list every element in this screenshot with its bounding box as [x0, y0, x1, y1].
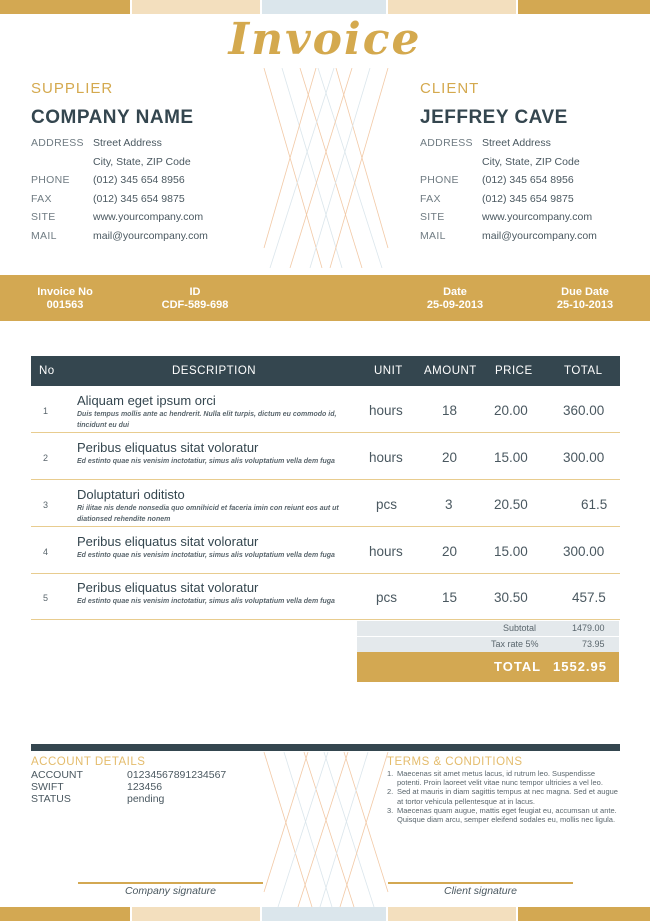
client-fax-row: [420, 190, 597, 209]
tax-label: Tax rate 5%: [491, 639, 539, 649]
client-info: [420, 134, 597, 245]
info-value: City, State, ZIP Code: [482, 155, 580, 168]
table-row: [31, 528, 620, 574]
invoice-number-label: Invoice No: [37, 286, 93, 298]
item-amount: 20: [442, 450, 458, 465]
supplier-city-row: [31, 153, 208, 172]
invoice-number: 001563: [46, 299, 84, 311]
terms-list: [387, 769, 621, 824]
due-date-block: [545, 286, 625, 312]
info-value: (012) 345 654 9875: [482, 192, 574, 205]
account-value: 123456: [127, 781, 163, 793]
table-row: [31, 481, 620, 527]
item-total: 61.5: [581, 497, 608, 512]
client-heading: CLIENT: [420, 80, 480, 97]
info-key: FAX: [420, 192, 441, 205]
client-phone-row: [420, 171, 597, 190]
client-signature-line: [388, 882, 573, 884]
info-key: MAIL: [420, 229, 446, 242]
item-description: Ed estinto quae nis venisim inctotatiur, simus alis voluptatium vella dem fuga: [77, 598, 335, 605]
item-price: 20.00: [494, 403, 528, 418]
client-name: JEFFREY CAVE: [420, 107, 568, 128]
info-value: Street Address: [482, 137, 551, 150]
item-title: Peribus eliquatus sitat voloratur: [77, 534, 259, 549]
client-site-row: [420, 208, 597, 227]
items-table-header: [31, 356, 620, 386]
total-value: 1552.95: [553, 659, 607, 674]
terms-item: [387, 769, 621, 787]
total-label: TOTAL: [494, 659, 542, 674]
row-number: 2: [43, 453, 49, 463]
info-key: PHONE: [420, 174, 459, 187]
tax-value: 73.95: [582, 639, 605, 649]
info-key: SITE: [420, 211, 445, 224]
info-key: SITE: [31, 211, 56, 224]
item-title: Aliquam eget ipsum orci: [77, 393, 216, 408]
info-value: (012) 345 654 8956: [482, 174, 574, 187]
supplier-site-row: [31, 208, 208, 227]
invoice-id-label: ID: [189, 286, 201, 298]
column-header-price: PRICE: [495, 365, 533, 377]
item-price: 30.50: [494, 590, 528, 605]
item-description: Ri ilitae nis dende nonsedia quo omnihicid et faceria imin con reiunt eos aut ut diationsed rehendite nonem: [77, 505, 339, 523]
account-heading: ACCOUNT DETAILS: [31, 756, 146, 768]
supplier-info: [31, 134, 208, 245]
client-address-row: [420, 134, 597, 153]
tax-row: [357, 637, 619, 652]
item-amount: 15: [442, 590, 458, 605]
item-unit: pcs: [376, 590, 398, 605]
row-number: 5: [43, 593, 49, 603]
client-mail-row: [420, 227, 597, 246]
terms-number: 3.: [387, 805, 394, 815]
crosshatch-decoration-bottom: [262, 752, 390, 907]
item-amount: 3: [445, 497, 453, 512]
account-value: pending: [127, 793, 165, 805]
item-title: Doluptaturi oditisto: [77, 487, 185, 502]
top-stripe: [0, 0, 650, 14]
supplier-heading: SUPPLIER: [31, 80, 114, 97]
row-number: 3: [43, 500, 49, 510]
column-header-amount: AMOUNT: [424, 365, 477, 377]
invoice-number-block: [30, 286, 100, 312]
item-description: Ed estinto quae nis venisim inctotatiur, simus alis voluptatium vella dem fuga: [77, 552, 335, 559]
account-value: 01234567891234567: [127, 769, 227, 781]
grand-total-box: [357, 652, 619, 682]
subtotal-value: 1479.00: [572, 623, 605, 633]
item-description: Ed estinto quae nis venisim inctotatiur, simus alis voluptatium vella dem fuga: [77, 458, 335, 465]
info-value: www.yourcompany.com: [482, 211, 593, 224]
item-unit: hours: [369, 450, 403, 465]
invoice-date: 25-09-2013: [426, 299, 484, 311]
account-key: ACCOUNT: [31, 769, 83, 781]
supplier-name: COMPANY NAME: [31, 107, 194, 128]
item-unit: hours: [369, 544, 403, 559]
account-key: STATUS: [31, 793, 71, 805]
table-row: [31, 574, 620, 620]
invoice-date-block: [415, 286, 495, 312]
account-details: [31, 769, 226, 805]
footer-divider: [31, 744, 620, 751]
row-number: 4: [43, 547, 49, 557]
account-row: [31, 769, 226, 781]
company-signature-line: [78, 882, 263, 884]
terms-number: 1.: [387, 769, 394, 778]
terms-text: Maecenas quam augue, mattis eget feugiat eu, accumsan ut ante. Quisque diam arcu, semper eleifend sodales eu, mollis nec ligula.: [397, 805, 617, 825]
due-date-label: Due Date: [561, 286, 609, 298]
item-total: 360.00: [563, 403, 605, 418]
info-value: (012) 345 654 9875: [93, 192, 185, 205]
terms-text: Maecenas sit amet metus lacus, id rutrum leo. Suspendisse potenti. Proin laoreet velit vitae nunc tempor ultricies a vel leo.: [397, 769, 603, 788]
terms-heading: TERMS & CONDITIONS: [387, 756, 523, 768]
company-signature-label: Company signature: [124, 885, 217, 897]
terms-item: [387, 806, 621, 824]
item-total: 457.5: [572, 590, 606, 605]
info-value: (012) 345 654 8956: [93, 174, 185, 187]
item-unit: hours: [369, 403, 403, 418]
item-price: 20.50: [494, 497, 528, 512]
item-total: 300.00: [563, 450, 605, 465]
table-row: [31, 387, 620, 433]
info-value: mail@yourcompany.com: [93, 229, 208, 242]
invoice-title: Invoice: [228, 14, 422, 65]
invoice-meta-band: [0, 275, 650, 321]
account-key: SWIFT: [31, 781, 64, 793]
item-description: Duis tempus mollis ante ac hendrerit. Nulla elit turpis, dictum eu commodo id, tincidunt eu dui: [77, 411, 337, 429]
supplier-phone-row: [31, 171, 208, 190]
crosshatch-decoration-top: [262, 68, 390, 268]
invoice-date-label: Date: [443, 286, 467, 298]
invoice-id-block: [150, 286, 240, 312]
supplier-fax-row: [31, 190, 208, 209]
due-date: 25-10-2013: [556, 299, 614, 311]
item-amount: 20: [442, 544, 458, 559]
table-row: [31, 434, 620, 480]
supplier-mail-row: [31, 227, 208, 246]
item-title: Peribus eliquatus sitat voloratur: [77, 580, 259, 595]
item-amount: 18: [442, 403, 458, 418]
client-signature-label: Client signature: [444, 885, 517, 897]
info-key: FAX: [31, 192, 52, 205]
row-number: 1: [43, 406, 49, 416]
terms-item: [387, 787, 621, 805]
terms-number: 2.: [387, 787, 394, 797]
supplier-address-row: [31, 134, 208, 153]
info-value: Street Address: [93, 137, 162, 150]
item-price: 15.00: [494, 450, 528, 465]
info-value: City, State, ZIP Code: [93, 155, 191, 168]
column-header-description: DESCRIPTION: [172, 365, 257, 377]
subtotal-row: [357, 621, 619, 636]
terms-text: Sed at mauris in diam sagittis tempus at nec magna. Sed et augue at tortor vehicula pellentesque at in lacus.: [397, 787, 618, 806]
info-key: PHONE: [31, 174, 70, 187]
status-row: [31, 793, 226, 805]
item-title: Peribus eliquatus sitat voloratur: [77, 440, 259, 455]
info-key: MAIL: [31, 229, 57, 242]
info-value: www.yourcompany.com: [93, 211, 204, 224]
item-total: 300.00: [563, 544, 605, 559]
info-value: mail@yourcompany.com: [482, 229, 597, 242]
column-header-unit: UNIT: [374, 365, 403, 377]
item-unit: pcs: [376, 497, 398, 512]
subtotal-label: Subtotal: [503, 623, 537, 633]
invoice-id: CDF-589-698: [161, 299, 229, 311]
info-key: ADDRESS: [31, 137, 84, 150]
info-key: ADDRESS: [420, 137, 473, 150]
item-price: 15.00: [494, 544, 528, 559]
column-header-total: TOTAL: [564, 365, 603, 377]
client-city-row: [420, 153, 597, 172]
swift-row: [31, 781, 226, 793]
column-header-no: No: [39, 365, 55, 377]
bottom-stripe: [0, 907, 650, 921]
